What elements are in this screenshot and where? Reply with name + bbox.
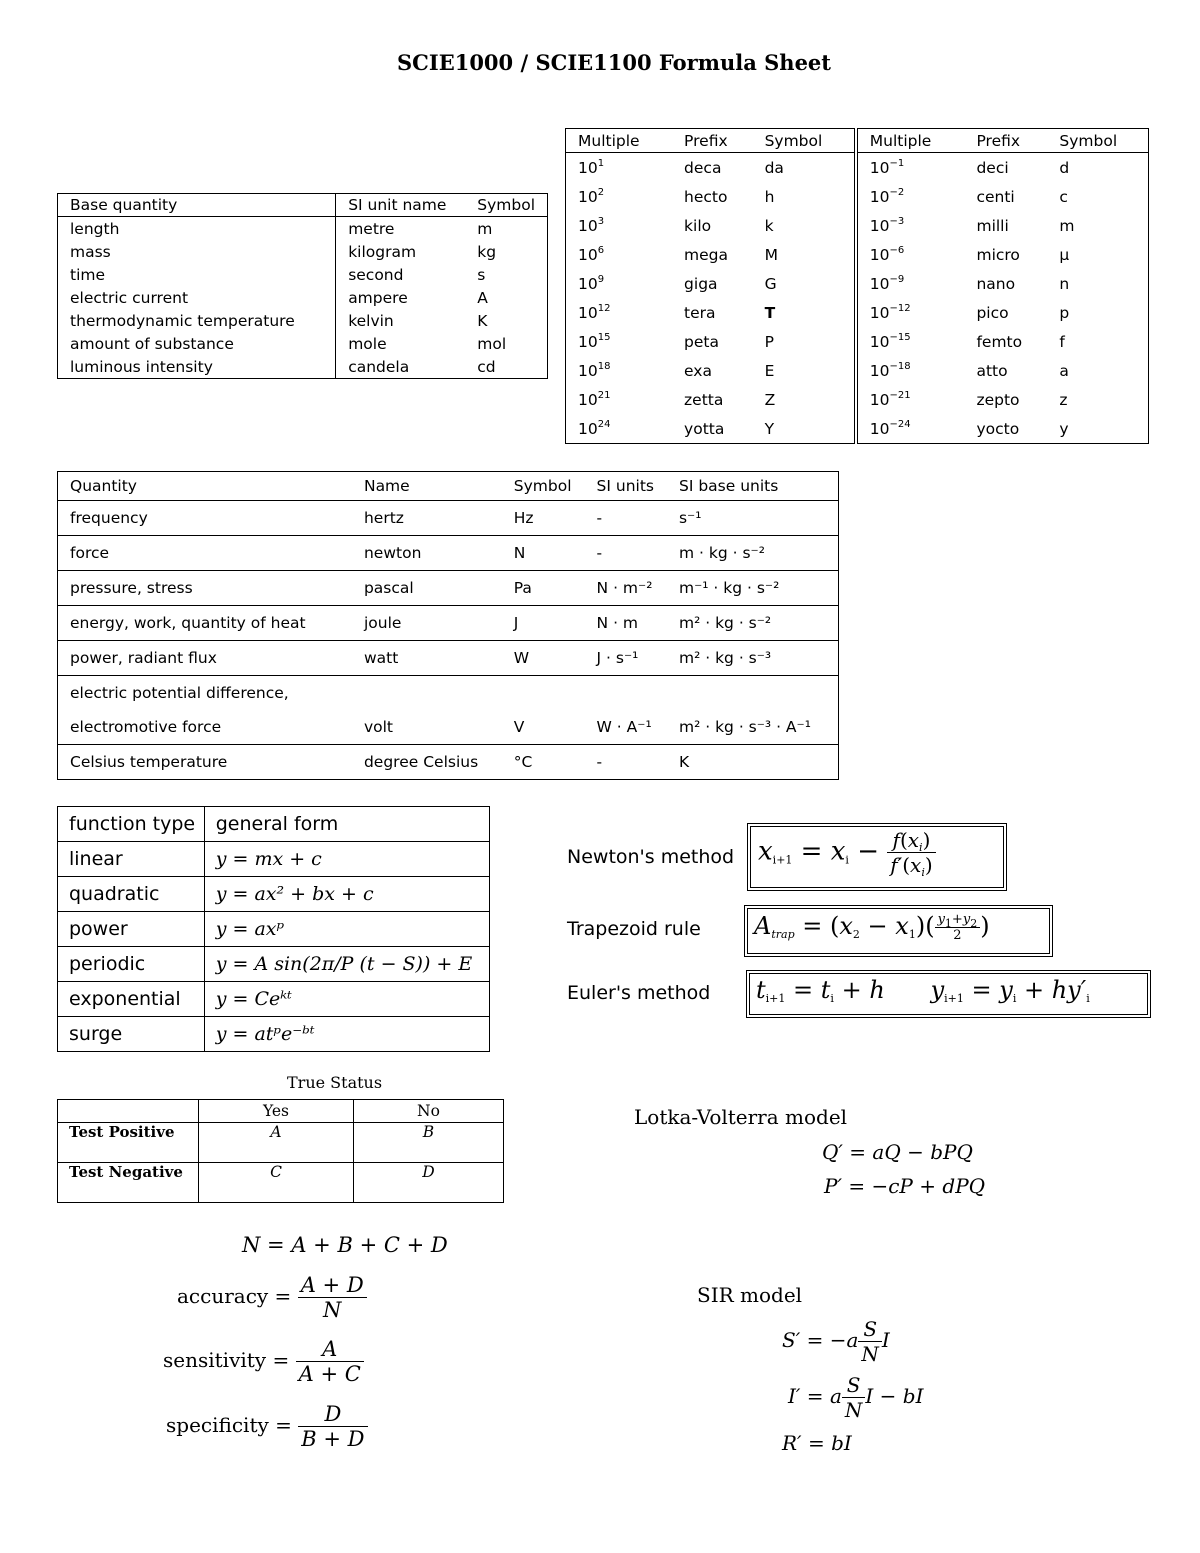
symbol-cell: n bbox=[1059, 274, 1070, 293]
header-si-unit-name: SI unit name bbox=[336, 194, 466, 217]
cell: J bbox=[502, 606, 585, 641]
base-value: 10 bbox=[578, 245, 598, 264]
cell: length bbox=[58, 217, 336, 241]
table-header-row bbox=[58, 194, 548, 217]
table-row bbox=[58, 240, 548, 263]
cell: Hz bbox=[502, 501, 585, 536]
symbol-cell: f bbox=[1059, 332, 1065, 351]
cell: - bbox=[585, 745, 667, 780]
exponent: 6 bbox=[597, 244, 605, 256]
prefix-cell: hecto bbox=[684, 187, 728, 206]
table-row bbox=[58, 982, 490, 1017]
cell: m² · kg · s⁻² bbox=[667, 606, 839, 641]
cell bbox=[502, 676, 585, 711]
multiple-cell bbox=[856, 240, 965, 269]
base-value: 10 bbox=[869, 419, 890, 438]
multiple-cell bbox=[856, 153, 965, 183]
contingency-table bbox=[57, 1099, 504, 1203]
table-header-row bbox=[566, 129, 1149, 153]
cell: °C bbox=[502, 745, 585, 780]
prefix-cell: atto bbox=[976, 361, 1008, 380]
table-row bbox=[566, 211, 1149, 240]
cell: newton bbox=[352, 536, 502, 571]
cell: volt bbox=[352, 710, 502, 745]
cell: pascal bbox=[352, 571, 502, 606]
multiple-cell bbox=[856, 414, 965, 444]
cell: cd bbox=[477, 357, 496, 376]
cell: power bbox=[58, 912, 205, 947]
newton-method-label: Newton's method bbox=[567, 846, 735, 868]
cell bbox=[667, 676, 839, 711]
euler-method-label: Euler's method bbox=[567, 982, 711, 1004]
table-header-row bbox=[58, 807, 490, 842]
cell: degree Celsius bbox=[352, 745, 502, 780]
cell: W · A⁻¹ bbox=[585, 710, 667, 745]
exponent: 21 bbox=[597, 389, 611, 401]
base-value: 10 bbox=[869, 274, 890, 293]
formula: y = mx + c bbox=[204, 842, 489, 877]
prefix-cell: kilo bbox=[684, 216, 712, 235]
lotka-volterra-label: Lotka-Volterra model bbox=[634, 1105, 848, 1129]
derived-units-table bbox=[57, 471, 839, 780]
multiple-cell bbox=[566, 240, 673, 269]
cell: J · s⁻¹ bbox=[585, 641, 667, 676]
formula: y = ax² + bx + c bbox=[204, 877, 489, 912]
table-row bbox=[58, 842, 490, 877]
cell: m bbox=[477, 219, 493, 238]
symbol-cell: m bbox=[1059, 216, 1075, 235]
multiple-cell bbox=[566, 211, 673, 240]
sir-equation-r: R′ = bI bbox=[782, 1431, 852, 1455]
symbol-cell: d bbox=[1059, 158, 1070, 177]
accuracy-formula: accuracy = $\frac{A + D}{N}$ bbox=[177, 1273, 367, 1322]
header-multiple: Multiple bbox=[856, 129, 965, 153]
header-si-base-units: SI base units bbox=[667, 472, 839, 501]
table-row bbox=[566, 182, 1149, 211]
header-name: Name bbox=[352, 472, 502, 501]
exponent: 15 bbox=[597, 331, 611, 343]
symbol-cell: Y bbox=[753, 414, 856, 444]
exponent: 24 bbox=[597, 418, 611, 430]
table-row bbox=[58, 309, 548, 332]
cell: power, radiant flux bbox=[58, 641, 352, 676]
cell: metre bbox=[348, 219, 395, 238]
cell: electromotive force bbox=[58, 710, 352, 745]
prefix-cell: giga bbox=[684, 274, 718, 293]
base-value: 10 bbox=[578, 187, 598, 206]
header-symbol: Symbol bbox=[753, 129, 856, 153]
header-symbol: Symbol bbox=[465, 194, 547, 217]
cell: A bbox=[477, 288, 488, 307]
cell: K bbox=[477, 311, 488, 330]
base-value: 10 bbox=[869, 245, 890, 264]
exponent: −2 bbox=[889, 186, 905, 198]
formula: y = axᵖ bbox=[204, 912, 489, 947]
table-row bbox=[58, 536, 839, 571]
cell bbox=[352, 676, 502, 711]
n-total-formula: N = A + B + C + D bbox=[242, 1233, 448, 1257]
prefix-cell: micro bbox=[976, 245, 1020, 264]
table-row bbox=[58, 606, 839, 641]
table-row bbox=[58, 745, 839, 780]
cell: - bbox=[585, 536, 667, 571]
prefix-cell: tera bbox=[684, 303, 716, 322]
symbol-cell: a bbox=[1059, 361, 1069, 380]
exponent: −1 bbox=[889, 157, 905, 169]
cell: force bbox=[58, 536, 352, 571]
symbol-cell: T bbox=[753, 298, 856, 327]
multiple-cell bbox=[856, 327, 965, 356]
symbol-cell: c bbox=[1059, 187, 1068, 206]
symbol-cell: Z bbox=[753, 385, 856, 414]
table-header-row bbox=[58, 472, 839, 501]
newton-formula: $x_{i+1} = x_i$ − $\frac{f(x_i)}{f'(x_i)}$ bbox=[758, 828, 936, 877]
multiple-cell bbox=[566, 385, 673, 414]
cell: surge bbox=[58, 1017, 205, 1052]
multiple-cell bbox=[566, 269, 673, 298]
page-title: SCIE1000 / SCIE1100 Formula Sheet bbox=[397, 50, 831, 75]
prefix-cell: milli bbox=[976, 216, 1009, 235]
cell: hertz bbox=[352, 501, 502, 536]
cell: N bbox=[502, 536, 585, 571]
base-value: 10 bbox=[869, 216, 890, 235]
exponent: −3 bbox=[889, 215, 905, 227]
table-row bbox=[566, 356, 1149, 385]
cell: D bbox=[354, 1163, 504, 1203]
prefix-cell: deci bbox=[976, 158, 1009, 177]
sensitivity-formula: sensitivity = $\frac{A}{A + C}$ bbox=[163, 1337, 364, 1386]
exponent: −15 bbox=[889, 331, 911, 343]
table-row bbox=[566, 240, 1149, 269]
cell: mol bbox=[477, 334, 507, 353]
cell: - bbox=[585, 501, 667, 536]
exponent: −21 bbox=[889, 389, 911, 401]
table-row bbox=[58, 1163, 504, 1203]
cell: amount of substance bbox=[58, 332, 336, 355]
exponent: 18 bbox=[597, 360, 611, 372]
euler-formula: $t_{i+1} = t_i + h$ $y_{i+1} = y_i + hy'_i$ bbox=[756, 976, 1090, 1005]
multiple-cell bbox=[566, 414, 673, 444]
exponent: 9 bbox=[597, 273, 605, 285]
symbol-cell: P bbox=[753, 327, 856, 356]
symbol-cell: k bbox=[753, 211, 856, 240]
multiple-cell bbox=[566, 153, 673, 183]
exponent: −9 bbox=[889, 273, 905, 285]
multiple-cell bbox=[856, 182, 965, 211]
multiple-cell bbox=[856, 356, 965, 385]
prefix-cell: peta bbox=[684, 332, 719, 351]
cell: mole bbox=[348, 334, 387, 353]
cell: time bbox=[58, 263, 336, 286]
header-yes: Yes bbox=[199, 1100, 354, 1123]
sir-equation-s: S′ = −a $\frac{S}{N}$ I bbox=[782, 1317, 890, 1366]
base-value: 10 bbox=[869, 303, 890, 322]
header-prefix: Prefix bbox=[672, 129, 753, 153]
cell: N · m⁻² bbox=[585, 571, 667, 606]
header-general-form: general form bbox=[204, 807, 489, 842]
cell bbox=[585, 676, 667, 711]
base-value: 10 bbox=[578, 274, 598, 293]
header-function-type: function type bbox=[58, 807, 205, 842]
table-row bbox=[58, 286, 548, 309]
cell: periodic bbox=[58, 947, 205, 982]
table-row bbox=[58, 947, 490, 982]
cell: V bbox=[502, 710, 585, 745]
si-prefix-table bbox=[565, 128, 1149, 444]
base-units-table bbox=[57, 193, 548, 379]
exponent: −18 bbox=[889, 360, 911, 372]
cell: s bbox=[477, 265, 486, 284]
row-label: Test Positive bbox=[58, 1123, 199, 1163]
row-label: Test Negative bbox=[58, 1163, 199, 1203]
exponent: −6 bbox=[889, 244, 905, 256]
multiple-cell bbox=[856, 298, 965, 327]
prefix-cell: zepto bbox=[976, 390, 1020, 409]
table-row bbox=[58, 877, 490, 912]
base-value: 10 bbox=[578, 332, 598, 351]
header-quantity: Quantity bbox=[58, 472, 352, 501]
cell: quadratic bbox=[58, 877, 205, 912]
multiple-cell bbox=[566, 182, 673, 211]
table-row bbox=[566, 269, 1149, 298]
table-row bbox=[58, 1123, 504, 1163]
exponent: −12 bbox=[889, 302, 911, 314]
cell: electric potential difference, bbox=[70, 684, 289, 702]
cell: pressure, stress bbox=[58, 571, 352, 606]
prefix-cell: mega bbox=[684, 245, 729, 264]
table-row bbox=[58, 571, 839, 606]
header-prefix: Prefix bbox=[964, 129, 1047, 153]
multiple-cell bbox=[856, 385, 965, 414]
table-row bbox=[58, 676, 839, 711]
symbol-cell: G bbox=[753, 269, 856, 298]
symbol-cell: M bbox=[753, 240, 856, 269]
cell: ampere bbox=[348, 288, 408, 307]
cell: energy, work, quantity of heat bbox=[58, 606, 352, 641]
cell: linear bbox=[58, 842, 205, 877]
symbol-cell: h bbox=[753, 182, 856, 211]
table-row bbox=[566, 327, 1149, 356]
table-row bbox=[58, 355, 548, 379]
cell: W bbox=[502, 641, 585, 676]
multiple-cell bbox=[566, 327, 673, 356]
cell: mass bbox=[58, 240, 336, 263]
formula: y = Ceᵏᵗ bbox=[204, 982, 489, 1017]
base-value: 10 bbox=[869, 390, 890, 409]
table-row bbox=[58, 710, 839, 745]
symbol-cell: z bbox=[1059, 390, 1068, 409]
multiple-cell bbox=[856, 211, 965, 240]
table-row bbox=[58, 217, 548, 241]
prefix-cell: pico bbox=[976, 303, 1009, 322]
specificity-label: specificity bbox=[166, 1413, 269, 1437]
symbol-cell: p bbox=[1059, 303, 1070, 322]
function-types-table bbox=[57, 806, 490, 1052]
cell: Celsius temperature bbox=[58, 745, 352, 780]
accuracy-label: accuracy bbox=[177, 1284, 269, 1308]
trapezoid-formula: $A_{trap} = (x_2 - x_1)$( $\frac{y_1+y_2}{2}$ ) bbox=[754, 912, 990, 943]
exponent: 1 bbox=[597, 157, 605, 169]
specificity-formula: specificity = $\frac{D}{B + D}$ bbox=[166, 1402, 368, 1451]
cell: luminous intensity bbox=[58, 355, 336, 379]
cell: m⁻¹ · kg · s⁻² bbox=[667, 571, 839, 606]
cell: m² · kg · s⁻³ bbox=[667, 641, 839, 676]
cell: kelvin bbox=[348, 311, 394, 330]
cell: electric current bbox=[58, 286, 336, 309]
symbol-cell: y bbox=[1059, 419, 1069, 438]
prefix-cell: deca bbox=[684, 158, 722, 177]
table-row bbox=[58, 641, 839, 676]
table-row bbox=[58, 263, 548, 286]
prefix-cell: yocto bbox=[976, 419, 1020, 438]
prefix-cell: centi bbox=[976, 187, 1015, 206]
base-value: 10 bbox=[869, 158, 890, 177]
base-value: 10 bbox=[869, 332, 890, 351]
table-row bbox=[566, 414, 1149, 444]
prefix-cell: nano bbox=[976, 274, 1016, 293]
sir-equation-i: I′ = a $\frac{S}{N}$ I − bI bbox=[788, 1373, 924, 1422]
lv-equation-p: P′ = −cP + dPQ bbox=[824, 1174, 986, 1198]
base-value: 10 bbox=[869, 187, 890, 206]
cell: s⁻¹ bbox=[667, 501, 839, 536]
cell: exponential bbox=[58, 982, 205, 1017]
prefix-cell: zetta bbox=[684, 390, 724, 409]
base-value: 10 bbox=[578, 216, 598, 235]
trapezoid-rule-label: Trapezoid rule bbox=[567, 918, 701, 940]
header-symbol: Symbol bbox=[1047, 129, 1148, 153]
table-row bbox=[58, 912, 490, 947]
prefix-cell: femto bbox=[976, 332, 1023, 351]
cell: m² · kg · s⁻³ · A⁻¹ bbox=[667, 710, 839, 745]
cell: K bbox=[667, 745, 839, 780]
base-value: 10 bbox=[578, 303, 598, 322]
cell: joule bbox=[352, 606, 502, 641]
formula: y = A sin(2π/P (t − S)) + E bbox=[204, 947, 489, 982]
cell: kg bbox=[477, 242, 497, 261]
lv-equation-q: Q′ = aQ − bPQ bbox=[822, 1140, 973, 1164]
table-row bbox=[566, 385, 1149, 414]
header-no: No bbox=[354, 1100, 504, 1123]
prefix-cell: exa bbox=[684, 361, 712, 380]
true-status-title: True Status bbox=[287, 1073, 383, 1092]
cell: B bbox=[354, 1123, 504, 1163]
cell: A bbox=[199, 1123, 354, 1163]
sir-model-label: SIR model bbox=[697, 1283, 803, 1307]
symbol-cell: E bbox=[753, 356, 856, 385]
header-base-quantity: Base quantity bbox=[58, 194, 336, 217]
cell: N · m bbox=[585, 606, 667, 641]
multiple-cell bbox=[566, 298, 673, 327]
cell: watt bbox=[352, 641, 502, 676]
cell: thermodynamic temperature bbox=[58, 309, 336, 332]
table-row bbox=[58, 1017, 490, 1052]
cell: kilogram bbox=[348, 242, 417, 261]
table-row bbox=[58, 332, 548, 355]
cell: second bbox=[348, 265, 404, 284]
base-value: 10 bbox=[869, 361, 890, 380]
cell: frequency bbox=[58, 501, 352, 536]
base-value: 10 bbox=[578, 390, 598, 409]
cell: C bbox=[199, 1163, 354, 1203]
symbol-cell: μ bbox=[1059, 245, 1070, 264]
table-header-row bbox=[58, 1100, 504, 1123]
base-value: 10 bbox=[578, 419, 598, 438]
table-row bbox=[566, 298, 1149, 327]
table-row bbox=[566, 153, 1149, 183]
prefix-cell: yotta bbox=[684, 419, 725, 438]
multiple-cell bbox=[856, 269, 965, 298]
symbol-cell: da bbox=[753, 153, 856, 183]
base-value: 10 bbox=[578, 158, 598, 177]
cell: Pa bbox=[502, 571, 585, 606]
exponent: −24 bbox=[889, 418, 911, 430]
cell: m · kg · s⁻² bbox=[667, 536, 839, 571]
exponent: 12 bbox=[597, 302, 611, 314]
formula: y = atᵖe⁻ᵇᵗ bbox=[204, 1017, 489, 1052]
multiple-cell bbox=[566, 356, 673, 385]
header-si-units: SI units bbox=[585, 472, 667, 501]
base-value: 10 bbox=[578, 361, 598, 380]
exponent: 2 bbox=[597, 186, 605, 198]
header-symbol: Symbol bbox=[502, 472, 585, 501]
exponent: 3 bbox=[597, 215, 605, 227]
sensitivity-label: sensitivity bbox=[163, 1348, 267, 1372]
cell bbox=[58, 1100, 199, 1123]
cell: candela bbox=[348, 357, 410, 376]
header-multiple: Multiple bbox=[566, 129, 673, 153]
table-row bbox=[58, 501, 839, 536]
